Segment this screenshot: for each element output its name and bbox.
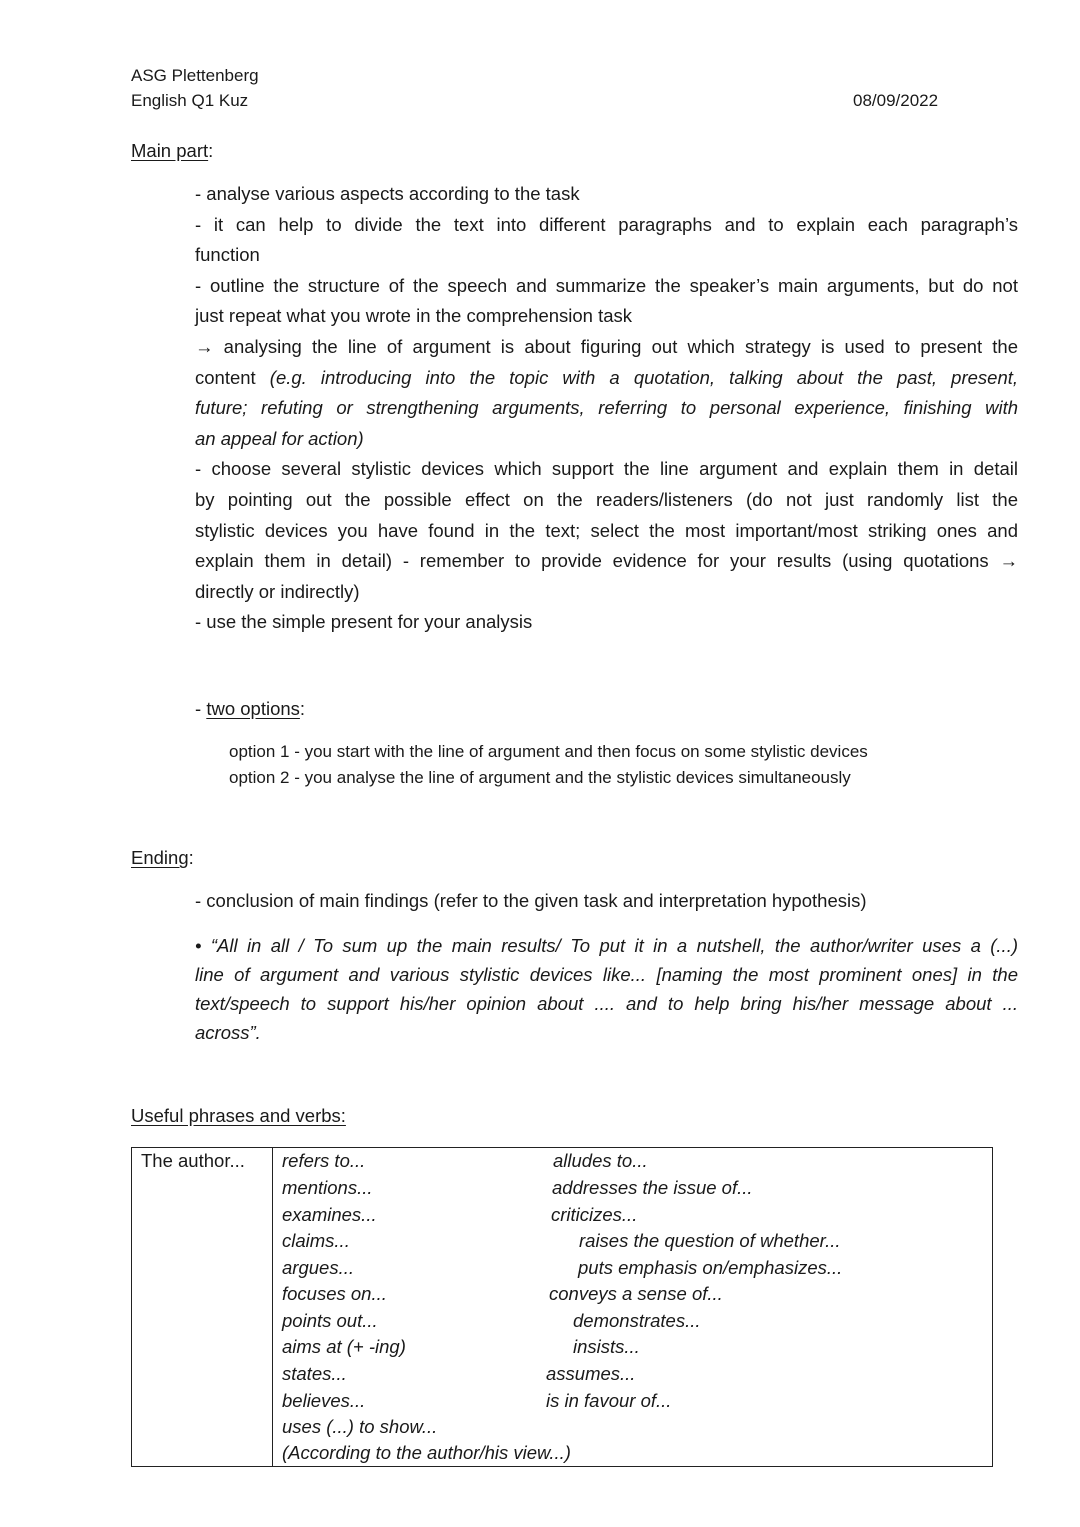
- subject-label: The author...: [141, 1150, 245, 1171]
- dash: -: [195, 698, 207, 719]
- ending-conclusion: - conclusion of main findings (refer to the given task and interpretation hypothesis): [195, 890, 867, 911]
- bullet-stylistic-line5: directly or indirectly): [195, 580, 360, 602]
- bullet-outline-line2: just repeat what you wrote in the comprehension task: [195, 305, 633, 327]
- colon: :: [299, 698, 306, 719]
- heading-colon: :: [208, 140, 214, 161]
- ending-quote: [195, 931, 1018, 1047]
- phrase-item: puts emphasis on/emphasizes...: [578, 1257, 843, 1278]
- phrase-item: believes...: [282, 1390, 366, 1411]
- phrase-item: demonstrates...: [573, 1310, 701, 1331]
- examples-italic: (e.g. introducing into the topic with a quotation, talking about the past, present,: [269, 366, 1019, 388]
- phrase-item: is in favour of...: [546, 1390, 672, 1411]
- option-2: option 2 - you analyse the line of argument and the stylistic devices simultaneously: [229, 768, 851, 787]
- bullet-outline-line1: - outline the structure of the speech and summarize the speaker’s main arguments, but do not: [195, 274, 1018, 296]
- bullet-paragraphs-line1: - it can help to divide the text into different paragraphs and to explain each paragraph’s: [195, 213, 1018, 235]
- phrase-item: points out...: [282, 1310, 378, 1331]
- bullet-stylistic-line1: - choose several stylistic devices which support the line argument and explain them in detail: [195, 458, 1018, 480]
- bullet-paragraphs-line2: function: [195, 244, 260, 266]
- ending-heading: [131, 847, 194, 869]
- bullet-stylistic-line2: by pointing out the possible effect on the readers/listeners (do not just randomly list the: [195, 488, 1018, 510]
- phrase-item: aims at (+ -ing): [282, 1336, 406, 1357]
- phrase-item: insists...: [573, 1336, 640, 1357]
- phrase-item: argues...: [282, 1257, 354, 1278]
- phrase-item: raises the question of whether...: [579, 1230, 841, 1251]
- phrase-item: uses (...) to show...: [282, 1416, 438, 1437]
- heading-colon: :: [188, 847, 194, 868]
- quote-line3: text/speech to support his/her opinion about .... and to help bring his/her message about ...: [195, 993, 1018, 1014]
- phrase-item: conveys a sense of...: [549, 1283, 723, 1304]
- bullet-stylistic-line4: explain them in detail) - remember to provide evidence for your results (using quotations →: [195, 550, 1018, 572]
- useful-phrases-heading: Useful phrases and verbs:: [131, 1105, 346, 1126]
- subject-cell: [132, 1148, 273, 1467]
- quote-line4: across”.: [195, 1022, 261, 1043]
- phrase-item: assumes...: [546, 1363, 636, 1384]
- bullet-simple-present: - use the simple present for your analysis: [195, 611, 533, 633]
- document-date: 08/09/2022: [853, 91, 939, 110]
- main-part-heading: [131, 140, 213, 162]
- school-name: ASG Plettenberg: [131, 66, 259, 85]
- phrase-item: addresses the issue of...: [552, 1177, 753, 1198]
- main-part-heading-text: Main part: [131, 140, 209, 161]
- ending-heading-text: Ending: [131, 847, 189, 868]
- option-1: option 1 - you start with the line of argument and then focus on some stylistic devices: [229, 742, 868, 761]
- bullet-line-of-argument-line2: [195, 363, 1018, 394]
- bullet-stylistic-line3: stylistic devices you have found in the text; select the most important/most striking ones and: [195, 519, 1018, 541]
- phrase-item: examines...: [282, 1204, 377, 1225]
- phrase-item: (According to the author/his view...): [282, 1442, 571, 1463]
- content-word: content: [195, 366, 270, 388]
- phrase-item: mentions...: [282, 1177, 373, 1198]
- quote-line2: line of argument and various stylistic devices like... [naming the most prominent ones] in the: [195, 964, 1018, 985]
- phrase-item: focuses on...: [282, 1283, 387, 1304]
- phrase-item: refers to...: [282, 1150, 366, 1171]
- bullet-line-of-argument-line4: an appeal for action): [195, 427, 364, 449]
- two-options-label: two options: [206, 698, 300, 719]
- phrase-item: states...: [282, 1363, 347, 1384]
- course-name: English Q1 Kuz: [131, 91, 249, 110]
- phrase-item: alludes to...: [553, 1150, 648, 1171]
- phrase-item: criticizes...: [551, 1204, 638, 1225]
- bullet-line-of-argument-line3: future; refuting or strengthening arguments, referring to personal experience, finishing with: [195, 397, 1018, 419]
- bullet-line-of-argument-line1: → analysing the line of argument is about figuring out which strategy is used to present the: [195, 335, 1018, 357]
- main-part-body: [195, 179, 1018, 638]
- quote-line1: • “All in all / To sum up the main results/ To put it in a nutshell, the author/writer uses a (...): [195, 935, 1018, 956]
- two-options-heading: [195, 698, 305, 720]
- phrase-item: claims...: [282, 1230, 350, 1251]
- bullet-analyse: - analyse various aspects according to the task: [195, 183, 580, 204]
